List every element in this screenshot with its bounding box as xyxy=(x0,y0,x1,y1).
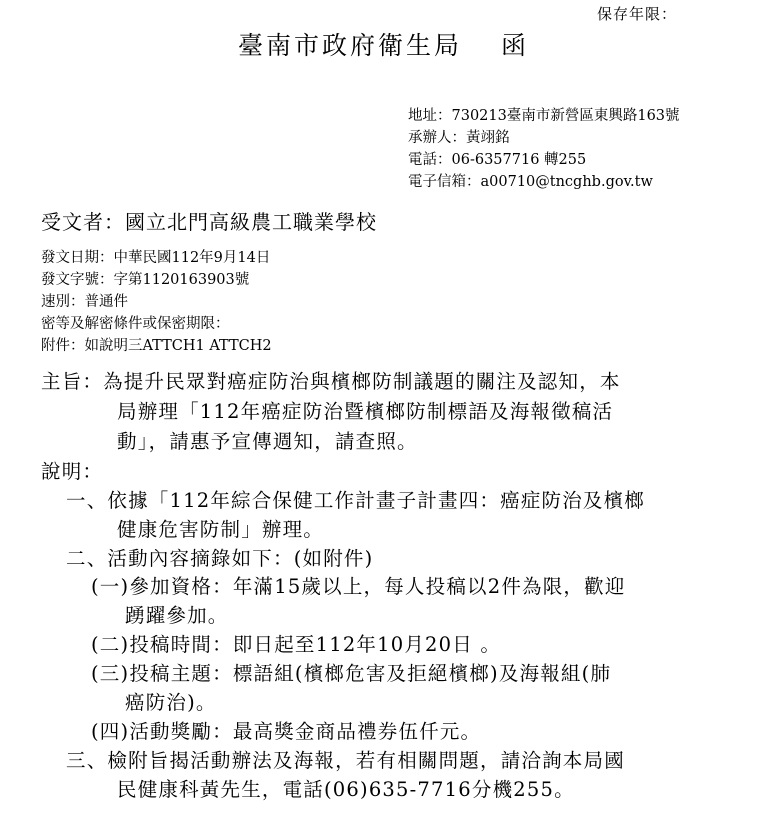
issue-date: 發文日期：中華民國112年9月14日 xyxy=(41,250,271,266)
sub-item-1-cont: 踴躍參加。 xyxy=(125,604,229,627)
sender-address: 地址：730213臺南市新營區東興路163號 xyxy=(408,108,680,124)
sub-item-3-cont: 癌防治)。 xyxy=(125,691,217,714)
secrecy-level: 密等及解密條件或保密期限： xyxy=(41,316,230,332)
attachments: 附件：如說明三ATTCH1 ATTCH2 xyxy=(41,338,272,354)
sub-item-1: (一)參加資格：年滿15歲以上，每人投稿以2件為限，歡迎 xyxy=(91,575,626,598)
retention-period: 保存年限： xyxy=(597,5,678,23)
explanation-heading: 說明： xyxy=(41,460,104,483)
explanation-item-3: 三、檢附旨揭活動辦法及海報，若有相關問題，請洽詢本局國 xyxy=(66,749,625,772)
delivery-speed: 速別：普通件 xyxy=(41,294,128,310)
sub-item-4: (四)活動獎勵：最高獎金商品禮券伍仟元。 xyxy=(91,720,482,743)
sender-email: 電子信箱：a00710@tncghb.gov.tw xyxy=(408,174,653,190)
explanation-item-2: 二、活動內容摘錄如下：(如附件) xyxy=(66,547,374,570)
recipient: 受文者：國立北門高級農工職業學校 xyxy=(41,210,377,234)
subject-line: 動」，請惠予宣傳週知，請查照。 xyxy=(117,430,418,453)
explanation-item-1-cont: 健康危害防制」辦理。 xyxy=(117,518,325,541)
sub-item-3: (三)投稿主題：標語組(檳榔危害及拒絕檳榔)及海報組(肺 xyxy=(91,662,612,685)
sub-item-2: (二)投稿時間：即日起至112年10月20日 。 xyxy=(91,633,502,656)
explanation-item-1: 一、依據「112年綜合保健工作計畫子計畫四：癌症防治及檳榔 xyxy=(66,489,646,512)
subject-line: 主旨：為提升民眾對癌症防治與檳榔防制議題的關注及認知，本 xyxy=(41,370,621,393)
document-number: 發文字號：字第1120163903號 xyxy=(41,272,250,288)
explanation-item-3-cont: 民健康科黃先生，電話(06)635-7716分機255。 xyxy=(117,778,575,801)
document-title: 臺南市政府衛生局 函 xyxy=(238,31,529,60)
subject-line: 局辦理「112年癌症防治暨檳榔防制標語及海報徵稿活 xyxy=(117,400,614,423)
sender-contact: 承辦人：黃翊銘 xyxy=(408,130,510,146)
sender-phone: 電話：06-6357716 轉255 xyxy=(408,152,587,168)
